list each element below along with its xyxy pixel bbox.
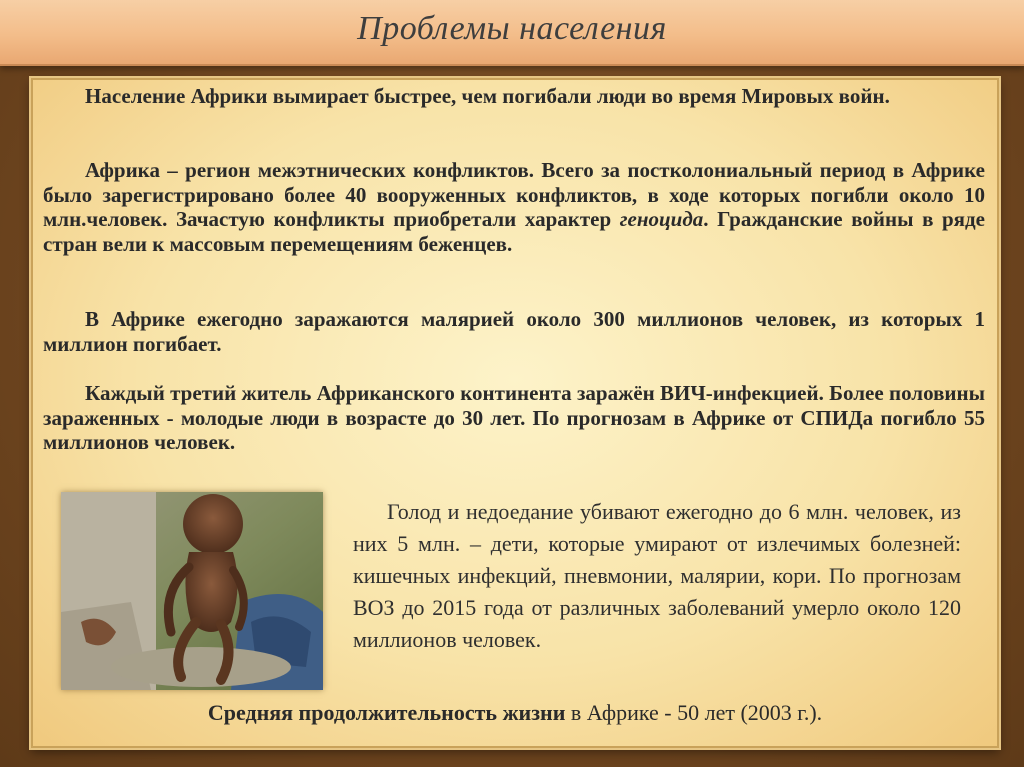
life-expectancy-label: Средняя продолжительность жизни <box>207 700 566 725</box>
paragraph-hiv: Каждый третий житель Африканского континента заражён ВИЧ-инфекцией. Более половины зараженных - молодые люди в возрасте до 30 лет. По прогнозам в Африке от СПИДа погибло 55 миллионов человек. <box>43 381 985 454</box>
paragraph-conflicts-end: . Гражданские войны в ряде стран вели к массовым перемещениям беженцев. <box>43 207 985 256</box>
content-panel <box>31 78 999 748</box>
genocide-term: геноцида <box>619 207 704 231</box>
paragraph-conflicts <box>43 158 985 256</box>
paragraph-malaria: В Африке ежегодно заражаются малярией около 300 миллионов человек, из которых 1 миллион погибает. <box>43 307 985 356</box>
life-expectancy-value: в Африке - 50 лет (2003 г.). <box>565 700 823 725</box>
child-photo <box>61 492 323 690</box>
child-photo-illustration <box>61 492 323 690</box>
life-expectancy-line <box>33 700 997 726</box>
slide-title: Проблемы населения <box>357 10 667 47</box>
paragraph-conflicts-start: Африка – регион межэтнических конфликтов. Всего за постколониальный период в Африке было зарегистрировано более 40 вооруженных конфликтов, в ходе которых погибли около 10 млн.человек. Зачастую конфликты приобретали характер <box>43 158 985 231</box>
paragraph-mortality: Население Африки вымирает быстрее, чем погибали люди во время Мировых войн. <box>85 84 890 108</box>
title-bar <box>0 0 1024 66</box>
hunger-text: Голод и недоедание убивают ежегодно до 6 млн. человек, из них 5 млн. – дети, которые умирают от излечимых болезней: кишечных инфекций, пневмонии, малярии, кори. По прогнозам ВОЗ до 2015 года от различных заболеваний умерло около 120 миллионов человек. <box>353 499 961 652</box>
